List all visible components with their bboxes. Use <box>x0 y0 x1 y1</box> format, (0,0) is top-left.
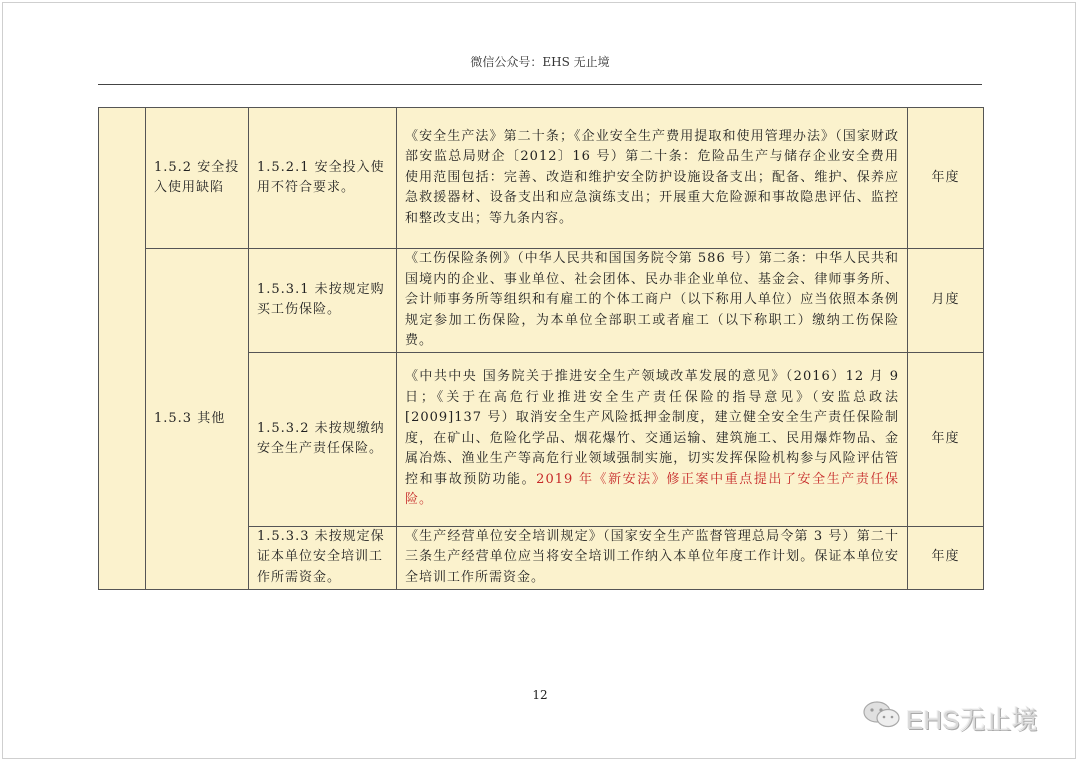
watermark <box>862 700 1037 737</box>
basis-text: 《中共中央 国务院关于推进安全生产领域改革发展的意见》（2016）12 月 9 日；《关于在高危行业推进安全生产责任保险的指导意见》（安监总政法[2009]137 号）取消安全生产风险抵押金制度，建立健全安全生产责任保险制度，在矿山、危险化学品、烟花爆竹、交通运输、建筑施工、民用爆炸物品、金属冶炼、渔业生产等高危行业领域强制实施，切实发挥保险机构参与风险评估管控和事故预防功能。 <box>405 369 899 487</box>
item-cell: 1.5.2.1 安全投入使用不符合要求。 <box>249 108 397 249</box>
basis-cell <box>397 352 908 526</box>
basis-cell: 《安全生产法》第二十条；《企业安全生产费用提取和使用管理办法》（国家财政部安监总局财企〔2012〕16 号）第二十条：危险品生产与储存企业安全费用使用范围包括：完善、改造和维护安全防护设施设备支出；配备、维护、保养应急救援器材、设备支出和应急演练支出；开展重大危险源和事故隐患评估、监控和整改支出；等九条内容。 <box>397 108 908 249</box>
item-cell: 1.5.3.2 未按规缴纳安全生产责任保险。 <box>249 352 397 526</box>
basis-cell: 《生产经营单位安全培训规定》（国家安全生产监督管理总局令第 3 号）第二十三条生产经营单位应当将安全培训工作纳入本单位年度工作计划。保证本单位安全培训工作所需资金。 <box>397 526 908 589</box>
wechat-icon <box>862 700 906 737</box>
table-row <box>99 108 984 249</box>
watermark-text: EHS无止境 <box>906 705 1038 735</box>
frequency-cell: 年度 <box>908 108 984 249</box>
page-header: 微信公众号：EHS 无止境 <box>470 55 610 69</box>
frequency-cell: 月度 <box>908 249 984 353</box>
empty-first-column-cell <box>99 108 146 590</box>
category-cell: 1.5.3 其他 <box>146 249 249 590</box>
header-divider <box>98 84 982 85</box>
basis-highlight-text: 2019 年《新安法》修正案中重点提出了安全生产责任保险。 <box>405 471 899 508</box>
item-cell: 1.5.3.3 未按规定保证本单位安全培训工作所需资金。 <box>249 526 397 589</box>
page-number: 12 <box>532 688 548 702</box>
frequency-cell: 年度 <box>908 526 984 589</box>
item-cell: 1.5.3.1 未按规定购买工伤保险。 <box>249 249 397 353</box>
requirements-table <box>98 107 984 590</box>
table-row <box>99 249 984 353</box>
frequency-cell: 年度 <box>908 352 984 526</box>
basis-cell: 《工伤保险条例》（中华人民共和国国务院令第 586 号）第二条：中华人民共和国境内的企业、事业单位、社会团体、民办非企业单位、基金会、律师事务所、会计师事务所等组织和有雇工的个体工商户（以下称用人单位）应当依照本条例规定参加工伤保险，为本单位全部职工或者雇工（以下称职工）缴纳工伤保险费。 <box>397 249 908 353</box>
category-cell: 1.5.2 安全投入使用缺陷 <box>146 108 249 249</box>
